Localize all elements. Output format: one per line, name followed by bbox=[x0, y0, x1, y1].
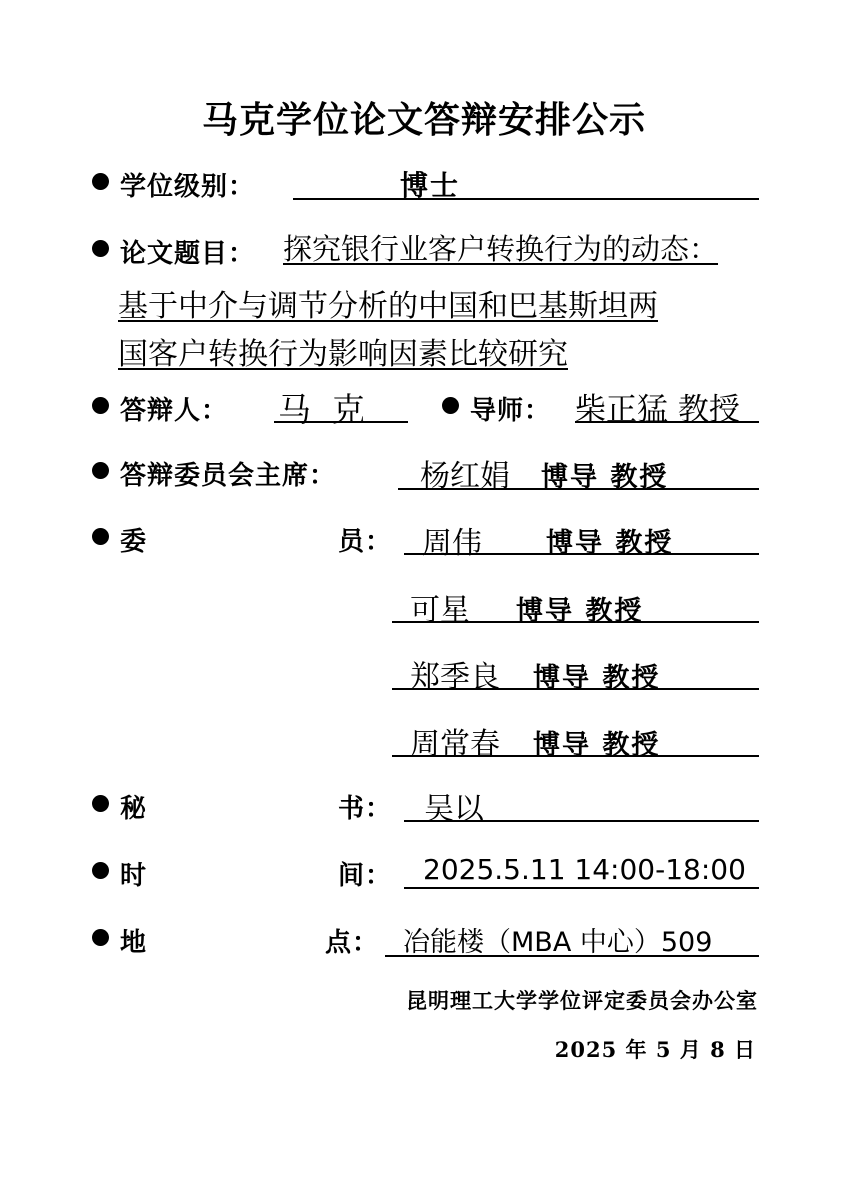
bullet-icon bbox=[92, 929, 109, 946]
bullet-icon bbox=[92, 173, 109, 190]
issuing-office: 昆明理工大学学位评定委员会办公室 bbox=[406, 988, 758, 1013]
bullet-icon bbox=[92, 462, 109, 479]
place-underline bbox=[385, 955, 759, 957]
member-title: 博导 教授 bbox=[533, 730, 661, 761]
secretary-underline bbox=[404, 820, 759, 822]
member-title: 博导 教授 bbox=[546, 528, 674, 559]
chair-name: 杨红娟 bbox=[420, 459, 510, 494]
time-value: 2025.5.11 14:00-18:00 bbox=[423, 853, 746, 886]
member-title: 博导 教授 bbox=[516, 596, 644, 627]
place-label-left: 地 bbox=[120, 928, 148, 958]
defender-name: 马 克 bbox=[278, 390, 365, 429]
secretary-name: 吴以 bbox=[424, 792, 484, 827]
degree-value: 博士 bbox=[400, 169, 461, 202]
page-title: 马克学位论文答辩安排公示 bbox=[201, 100, 646, 141]
bullet-icon bbox=[92, 528, 109, 545]
issue-date: 2025 年 5 月 8 日 bbox=[554, 1037, 756, 1062]
thesis-title-line3: 国客户转换行为影响因素比较研究 bbox=[118, 337, 568, 372]
degree-label: 学位级别： bbox=[120, 172, 256, 202]
degree-underline bbox=[293, 198, 759, 200]
member-title: 博导 教授 bbox=[533, 663, 661, 694]
member-name: 周常春 bbox=[410, 727, 500, 762]
advisor-name: 柴正猛 教授 bbox=[575, 392, 740, 428]
advisor-label: 导师： bbox=[470, 396, 552, 426]
thesis-label: 论文题目： bbox=[120, 239, 256, 269]
members-label-right: 员： bbox=[338, 527, 393, 557]
chair-underline bbox=[398, 488, 759, 490]
members-label-left: 委 bbox=[120, 527, 148, 557]
member-underline bbox=[392, 755, 759, 757]
member-underline bbox=[404, 553, 759, 555]
bullet-icon bbox=[92, 240, 109, 257]
secretary-label-left: 秘 bbox=[120, 794, 148, 824]
bullet-icon bbox=[442, 397, 459, 414]
advisor-underline bbox=[575, 421, 759, 423]
member-name: 郑季良 bbox=[410, 660, 500, 695]
time-label-left: 时 bbox=[120, 861, 148, 891]
thesis-title-line2: 基于中介与调节分析的中国和巴基斯坦两 bbox=[118, 289, 658, 324]
member-name: 周伟 bbox=[422, 526, 482, 561]
thesis-title-line1: 探究银行业客户转换行为的动态： bbox=[283, 232, 719, 266]
time-underline bbox=[404, 887, 759, 889]
place-value: 冶能楼（MBA 中心）509 bbox=[403, 927, 713, 958]
member-underline bbox=[392, 688, 759, 690]
member-underline bbox=[392, 621, 759, 623]
defender-underline bbox=[274, 421, 408, 423]
bullet-icon bbox=[92, 795, 109, 812]
time-label-right: 间： bbox=[338, 861, 393, 891]
secretary-label-right: 书： bbox=[338, 794, 393, 824]
bullet-icon bbox=[92, 397, 109, 414]
bullet-icon bbox=[92, 862, 109, 879]
defender-label: 答辩人： bbox=[120, 396, 229, 426]
place-label-right: 点： bbox=[325, 928, 380, 958]
chair-title: 博导 教授 bbox=[541, 462, 669, 493]
member-name: 可星 bbox=[410, 593, 470, 628]
chair-label: 答辩委员会主席： bbox=[120, 461, 337, 491]
